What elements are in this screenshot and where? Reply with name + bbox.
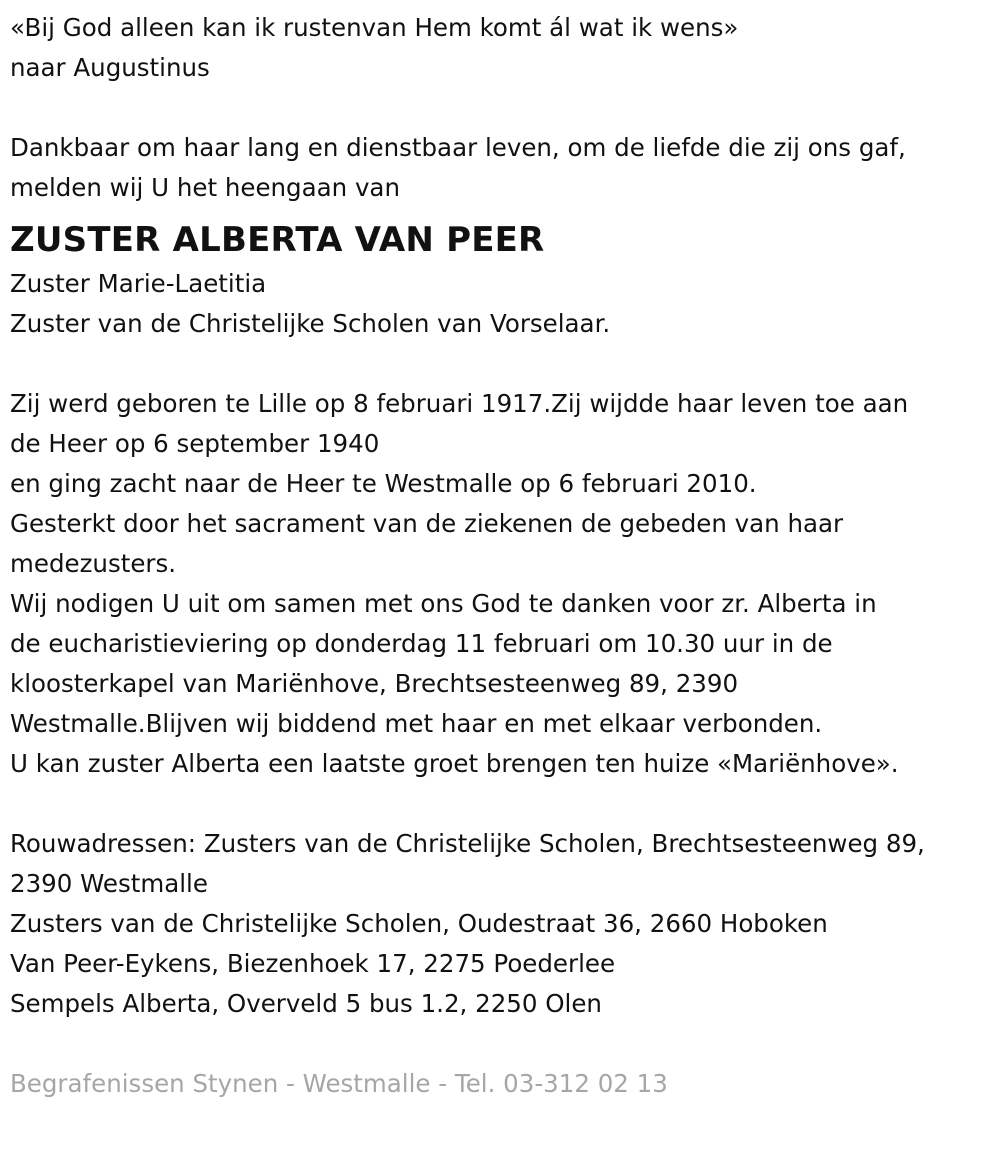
body-line: de eucharistieviering op donderdag 11 februari om 10.30 uur in de — [10, 629, 833, 658]
body-line: kloosterkapel van Mariënhove, Brechtsesteenweg 89, 2390 — [10, 669, 739, 698]
quote-attribution: naar Augustinus — [10, 53, 210, 82]
intro-line: Dankbaar om haar lang en dienstbaar leven, om de liefde die zij ons gaf, — [10, 133, 906, 162]
spacer — [10, 784, 995, 824]
body-line: Wij nodigen U uit om samen met ons God te danken voor zr. Alberta in — [10, 589, 877, 618]
address-line: Rouwadressen: Zusters van de Christelijke Scholen, Brechtsesteenweg 89, — [10, 829, 925, 858]
address-line: Sempels Alberta, Overveld 5 bus 1.2, 2250 Olen — [10, 989, 602, 1018]
intro-line: melden wij U het heengaan van — [10, 173, 400, 202]
spacer — [10, 88, 995, 128]
address-line: Van Peer-Eykens, Biezenhoek 17, 2275 Poederlee — [10, 949, 616, 978]
spacer — [10, 344, 995, 384]
body-line: Gesterkt door het sacrament van de ziekenen de gebeden van haar — [10, 509, 844, 538]
funeral-home-footer: Begrafenissen Stynen - Westmalle - Tel. 03-312 02 13 — [10, 1069, 668, 1098]
body-line: Westmalle.Blijven wij biddend met haar en met elkaar verbonden. — [10, 709, 823, 738]
religious-name: Zuster Marie-Laetitia — [10, 269, 267, 298]
body-line: de Heer op 6 september 1940 — [10, 429, 380, 458]
quote-text: «Bij God alleen kan ik rustenvan Hem komt ál wat ik wens» — [10, 13, 739, 42]
body-line: en ging zacht naar de Heer te Westmalle op 6 februari 2010. — [10, 469, 757, 498]
congregation: Zuster van de Christelijke Scholen van Vorselaar. — [10, 309, 611, 338]
obituary-notice — [10, 8, 995, 1104]
body-line: U kan zuster Alberta een laatste groet brengen ten huize «Mariënhove». — [10, 749, 899, 778]
deceased-name: ZUSTER ALBERTA VAN PEER — [10, 220, 545, 260]
body-line: Zij werd geboren te Lille op 8 februari 1917.Zij wijdde haar leven toe aan — [10, 389, 909, 418]
address-line: Zusters van de Christelijke Scholen, Oudestraat 36, 2660 Hoboken — [10, 909, 828, 938]
body-line: medezusters. — [10, 549, 177, 578]
spacer — [10, 1024, 995, 1064]
address-line: 2390 Westmalle — [10, 869, 208, 898]
